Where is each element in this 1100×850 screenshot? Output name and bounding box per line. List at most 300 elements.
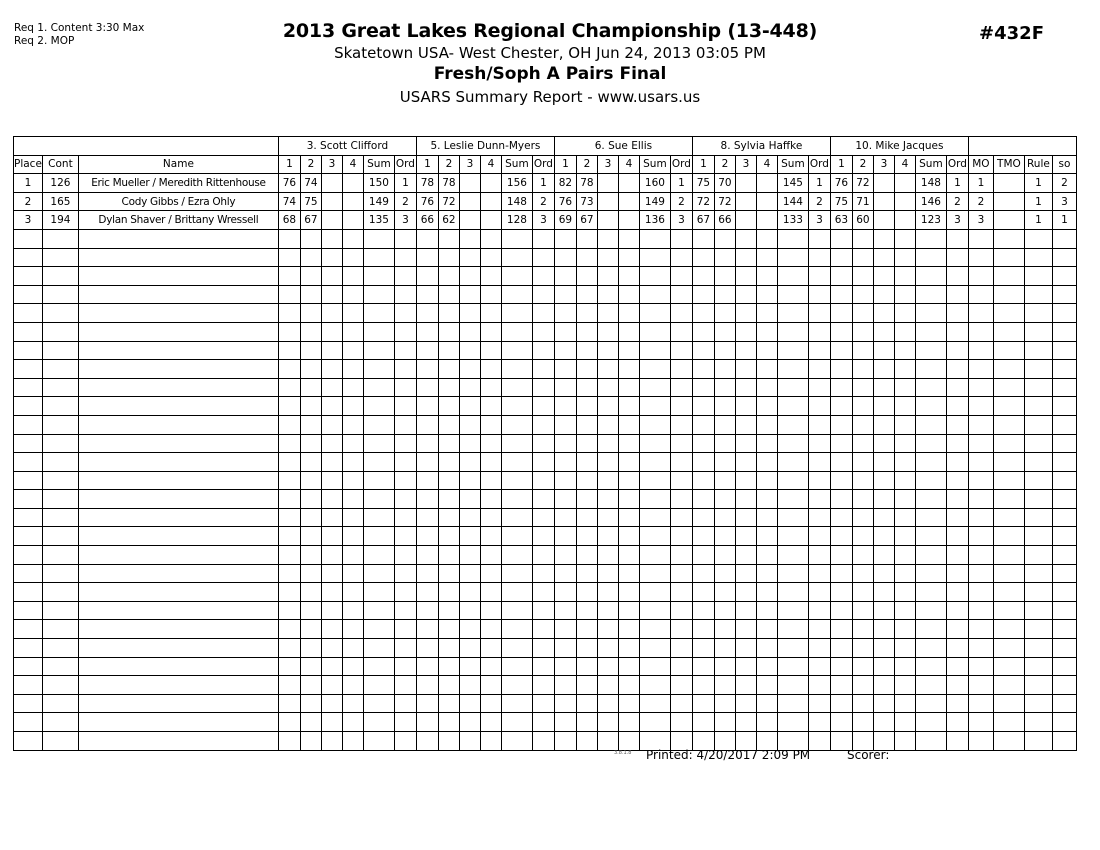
cell-tmo	[993, 248, 1024, 267]
cell-ord	[670, 304, 692, 323]
table-row-empty[interactable]	[14, 304, 1077, 323]
cell-mark	[714, 434, 735, 453]
cell-ord	[394, 639, 416, 658]
cell-sum	[777, 229, 808, 248]
table-row-empty[interactable]	[14, 657, 1077, 676]
cell-mark	[735, 285, 756, 304]
cell-mark	[278, 341, 300, 360]
cell-mark	[618, 583, 639, 602]
cell-sum	[639, 434, 670, 453]
col-header-so: so	[1052, 155, 1076, 174]
cell-mark	[321, 471, 342, 490]
cell-mark	[576, 620, 597, 639]
cell-sum	[777, 694, 808, 713]
cell-mo	[968, 713, 993, 732]
cell-so	[1052, 304, 1076, 323]
cell-mark	[852, 639, 873, 658]
cell-sum	[777, 453, 808, 472]
cell-mark	[459, 527, 480, 546]
cell-mark	[438, 285, 459, 304]
cell-mark	[342, 229, 363, 248]
cell-tmo	[993, 620, 1024, 639]
cell-mark	[342, 285, 363, 304]
cell-mark	[278, 527, 300, 546]
cell-place	[14, 453, 43, 472]
cell-mark	[830, 360, 852, 379]
cell-mark: 75	[300, 192, 321, 211]
cell-so	[1052, 601, 1076, 620]
cell-mark	[416, 508, 438, 527]
cell-rule	[1024, 397, 1052, 416]
cell-ord	[532, 732, 554, 751]
judge-band-row	[14, 137, 1077, 156]
cell-ord	[670, 490, 692, 509]
cell-mark	[554, 397, 576, 416]
cell-rule: 1	[1024, 192, 1052, 211]
cell-mark	[756, 341, 777, 360]
cell-mark	[714, 676, 735, 695]
cell-mark	[554, 322, 576, 341]
cell-sum	[501, 490, 532, 509]
table-row-empty[interactable]	[14, 601, 1077, 620]
cell-mark	[852, 341, 873, 360]
table-row-empty[interactable]	[14, 248, 1077, 267]
cell-mark	[278, 713, 300, 732]
cell-mark	[756, 713, 777, 732]
cell-mark	[438, 694, 459, 713]
col-header-mark: 4	[894, 155, 915, 174]
cell-ord	[946, 490, 968, 509]
cell-mark: 67	[576, 211, 597, 230]
cell-ord	[808, 639, 830, 658]
cell-ord	[670, 471, 692, 490]
cell-mark	[852, 434, 873, 453]
col-header-mark: 4	[756, 155, 777, 174]
cell-mark	[756, 267, 777, 286]
cell-mark	[576, 360, 597, 379]
table-row-empty[interactable]	[14, 285, 1077, 304]
cell-mo	[968, 267, 993, 286]
cell-ord	[532, 285, 554, 304]
cell-mark	[438, 657, 459, 676]
cell-mark	[597, 415, 618, 434]
cell-mark	[714, 304, 735, 323]
cell-mark	[894, 583, 915, 602]
cell-mark	[459, 564, 480, 583]
cell-mark	[852, 713, 873, 732]
cell-rule	[1024, 453, 1052, 472]
cell-place	[14, 583, 43, 602]
col-header-tmo: TMO	[993, 155, 1024, 174]
cell-mark: 76	[830, 174, 852, 193]
table-row[interactable]	[14, 211, 1077, 230]
cell-mark	[735, 490, 756, 509]
cell-sum	[915, 546, 946, 565]
cell-cont	[42, 415, 78, 434]
cell-mark	[692, 285, 714, 304]
cell-name	[78, 453, 278, 472]
table-row[interactable]	[14, 174, 1077, 193]
cell-rule	[1024, 546, 1052, 565]
cell-name	[78, 304, 278, 323]
cell-mark	[756, 490, 777, 509]
cell-sum	[363, 657, 394, 676]
cell-mark	[438, 546, 459, 565]
cell-so	[1052, 546, 1076, 565]
cell-ord	[532, 713, 554, 732]
cell-mark	[480, 248, 501, 267]
cell-ord	[394, 694, 416, 713]
table-row-empty[interactable]	[14, 713, 1077, 732]
cell-sum	[915, 508, 946, 527]
cell-mark	[459, 378, 480, 397]
cell-mark	[597, 657, 618, 676]
cell-mark	[830, 694, 852, 713]
cell-so	[1052, 341, 1076, 360]
cell-mark	[618, 639, 639, 658]
cell-mark	[894, 360, 915, 379]
cell-sum	[501, 267, 532, 286]
cell-mark	[576, 601, 597, 620]
cell-mark	[480, 583, 501, 602]
cell-mark: 78	[576, 174, 597, 193]
cell-mark	[438, 378, 459, 397]
cell-mark	[735, 192, 756, 211]
cell-tmo	[993, 322, 1024, 341]
table-row-empty[interactable]	[14, 229, 1077, 248]
cell-tmo	[993, 211, 1024, 230]
table-row[interactable]	[14, 192, 1077, 211]
cell-cont	[42, 564, 78, 583]
cell-mark	[618, 248, 639, 267]
requirement-number: 1.	[37, 22, 48, 34]
cell-mark	[692, 639, 714, 658]
table-row-empty[interactable]	[14, 583, 1077, 602]
cell-mark	[873, 304, 894, 323]
cell-mark	[416, 490, 438, 509]
cell-ord	[670, 378, 692, 397]
cell-mark	[459, 192, 480, 211]
cell-mark	[692, 397, 714, 416]
cell-mark	[321, 415, 342, 434]
cell-mark	[576, 490, 597, 509]
cell-rule	[1024, 732, 1052, 751]
cell-mark	[554, 639, 576, 658]
cell-mark	[342, 322, 363, 341]
table-row-empty[interactable]	[14, 508, 1077, 527]
cell-mark	[618, 694, 639, 713]
cell-cont	[42, 397, 78, 416]
cell-sum	[915, 471, 946, 490]
cell-mark	[480, 378, 501, 397]
cell-sum	[915, 397, 946, 416]
cell-mo	[968, 453, 993, 472]
cell-ord	[808, 341, 830, 360]
cell-mark	[438, 453, 459, 472]
cell-mark	[459, 732, 480, 751]
cell-ord	[394, 508, 416, 527]
cell-mark	[756, 657, 777, 676]
cell-sum	[915, 415, 946, 434]
cell-mark	[852, 620, 873, 639]
cell-sum	[639, 471, 670, 490]
cell-mark	[692, 229, 714, 248]
cell-mark	[756, 174, 777, 193]
cell-mark	[459, 508, 480, 527]
table-row-empty[interactable]	[14, 415, 1077, 434]
cell-mark	[342, 527, 363, 546]
cell-so	[1052, 397, 1076, 416]
cell-so	[1052, 694, 1076, 713]
cell-ord	[808, 732, 830, 751]
cell-tmo	[993, 694, 1024, 713]
cell-mark	[278, 546, 300, 565]
cell-so	[1052, 620, 1076, 639]
cell-ord	[532, 378, 554, 397]
cell-mark	[830, 657, 852, 676]
cell-mark: 67	[692, 211, 714, 230]
cell-mark	[342, 341, 363, 360]
table-row-empty[interactable]	[14, 694, 1077, 713]
cell-mark	[459, 248, 480, 267]
col-header-mark: 1	[416, 155, 438, 174]
table-row-empty[interactable]	[14, 546, 1077, 565]
table-row-empty[interactable]	[14, 341, 1077, 360]
cell-sum	[501, 322, 532, 341]
cell-mark	[714, 583, 735, 602]
cell-cont	[42, 713, 78, 732]
cell-mark	[459, 620, 480, 639]
cell-mark	[416, 676, 438, 695]
cell-mark	[321, 546, 342, 565]
cell-sum	[363, 304, 394, 323]
cell-name	[78, 508, 278, 527]
cell-mark: 73	[576, 192, 597, 211]
cell-so	[1052, 453, 1076, 472]
cell-ord	[670, 285, 692, 304]
cell-name	[78, 732, 278, 751]
cell-mark	[300, 378, 321, 397]
cell-sum	[363, 248, 394, 267]
cell-mark	[597, 694, 618, 713]
cell-mark	[873, 639, 894, 658]
cell-sum	[363, 378, 394, 397]
cell-so	[1052, 285, 1076, 304]
cell-mark	[480, 564, 501, 583]
cell-mark: 70	[714, 174, 735, 193]
table-row-empty[interactable]	[14, 322, 1077, 341]
cell-mark	[894, 601, 915, 620]
cell-tmo	[993, 471, 1024, 490]
cell-cont	[42, 453, 78, 472]
cell-mark	[735, 713, 756, 732]
cell-sum	[915, 527, 946, 546]
table-row-empty[interactable]	[14, 471, 1077, 490]
cell-mark	[597, 676, 618, 695]
cell-mark	[894, 620, 915, 639]
cell-ord	[670, 360, 692, 379]
cell-sum	[363, 415, 394, 434]
cell-mark	[480, 657, 501, 676]
cell-mark	[714, 694, 735, 713]
cell-mark	[830, 341, 852, 360]
cell-ord	[532, 360, 554, 379]
cell-ord	[532, 676, 554, 695]
cell-cont: 194	[42, 211, 78, 230]
cell-mark	[618, 304, 639, 323]
cell-mark	[618, 397, 639, 416]
cell-name	[78, 564, 278, 583]
class-title: Fresh/Soph A Pairs Final	[433, 64, 667, 84]
cell-mark	[714, 415, 735, 434]
cell-ord	[532, 490, 554, 509]
cell-mark	[321, 657, 342, 676]
cell-sum	[777, 360, 808, 379]
table-row-empty[interactable]	[14, 676, 1077, 695]
cell-mark	[416, 620, 438, 639]
cell-ord	[670, 713, 692, 732]
cell-sum: 123	[915, 211, 946, 230]
table-row-empty[interactable]	[14, 732, 1077, 751]
cell-mark: 62	[438, 211, 459, 230]
cell-cont	[42, 620, 78, 639]
table-row-empty[interactable]	[14, 453, 1077, 472]
cell-mark	[852, 601, 873, 620]
cell-mark	[597, 434, 618, 453]
cell-mark	[300, 322, 321, 341]
cell-mark	[576, 639, 597, 658]
cell-cont	[42, 527, 78, 546]
cell-mark	[618, 546, 639, 565]
cell-ord	[808, 304, 830, 323]
cell-mark	[735, 360, 756, 379]
cell-mark	[873, 229, 894, 248]
cell-mark	[342, 564, 363, 583]
cell-ord	[946, 397, 968, 416]
cell-mark	[692, 267, 714, 286]
cell-ord: 3	[394, 211, 416, 230]
cell-mark	[735, 378, 756, 397]
table-row-empty[interactable]	[14, 527, 1077, 546]
cell-rule	[1024, 527, 1052, 546]
cell-mark	[830, 322, 852, 341]
cell-name	[78, 322, 278, 341]
table-row-empty[interactable]	[14, 639, 1077, 658]
cell-mark	[830, 676, 852, 695]
cell-mark	[300, 490, 321, 509]
cell-mark	[618, 415, 639, 434]
cell-ord	[532, 583, 554, 602]
cell-sum	[363, 434, 394, 453]
cell-mo	[968, 304, 993, 323]
cell-mark	[576, 304, 597, 323]
cell-ord	[394, 434, 416, 453]
cell-ord	[394, 378, 416, 397]
cell-mark	[480, 546, 501, 565]
cell-mark	[342, 304, 363, 323]
cell-mark	[873, 527, 894, 546]
title-block	[0, 20, 1100, 108]
cell-sum	[363, 341, 394, 360]
cell-place: 1	[14, 174, 43, 193]
cell-mark	[342, 639, 363, 658]
cell-mark	[438, 267, 459, 286]
table-row-empty[interactable]	[14, 564, 1077, 583]
table-row-empty[interactable]	[14, 267, 1077, 286]
cell-rule	[1024, 267, 1052, 286]
cell-mark	[756, 601, 777, 620]
cell-mark	[416, 434, 438, 453]
cell-mark	[692, 378, 714, 397]
cell-mo	[968, 732, 993, 751]
cell-mark	[597, 546, 618, 565]
cell-mark	[714, 657, 735, 676]
cell-mark	[618, 434, 639, 453]
cell-mo	[968, 248, 993, 267]
cell-ord	[394, 564, 416, 583]
cell-ord: 3	[532, 211, 554, 230]
table-row-empty[interactable]	[14, 434, 1077, 453]
cell-mark	[554, 620, 576, 639]
cell-mark	[416, 583, 438, 602]
cell-mark	[756, 508, 777, 527]
cell-mark	[714, 639, 735, 658]
cell-mark	[597, 285, 618, 304]
table-row-empty[interactable]	[14, 360, 1077, 379]
cell-rule	[1024, 620, 1052, 639]
cell-sum: 148	[915, 174, 946, 193]
cell-sum	[915, 639, 946, 658]
cell-ord	[946, 564, 968, 583]
cell-ord	[670, 229, 692, 248]
cell-mark	[554, 471, 576, 490]
cell-mark	[852, 490, 873, 509]
cell-mark	[459, 601, 480, 620]
cell-sum	[777, 583, 808, 602]
col-header-sum: Sum	[501, 155, 532, 174]
cell-mark	[830, 639, 852, 658]
cell-sum	[501, 434, 532, 453]
table-row-empty[interactable]	[14, 397, 1077, 416]
cell-sum	[639, 229, 670, 248]
table-row-empty[interactable]	[14, 620, 1077, 639]
cell-mark	[597, 471, 618, 490]
cell-mark	[756, 378, 777, 397]
cell-mark	[873, 583, 894, 602]
cell-mo	[968, 546, 993, 565]
cell-mark	[480, 285, 501, 304]
cell-mark	[692, 527, 714, 546]
cell-mark	[618, 657, 639, 676]
cell-mark	[735, 304, 756, 323]
cell-sum	[915, 229, 946, 248]
cell-sum	[363, 601, 394, 620]
cell-mark	[894, 285, 915, 304]
cell-mark	[459, 434, 480, 453]
cell-mark	[278, 397, 300, 416]
cell-mark: 60	[852, 211, 873, 230]
table-row-empty[interactable]	[14, 378, 1077, 397]
table-row-empty[interactable]	[14, 490, 1077, 509]
cell-mark	[321, 527, 342, 546]
cell-ord	[532, 657, 554, 676]
cell-mark	[576, 397, 597, 416]
cell-sum	[777, 713, 808, 732]
cell-mark	[756, 694, 777, 713]
cell-place	[14, 397, 43, 416]
cell-sum	[501, 285, 532, 304]
cell-mark	[459, 415, 480, 434]
